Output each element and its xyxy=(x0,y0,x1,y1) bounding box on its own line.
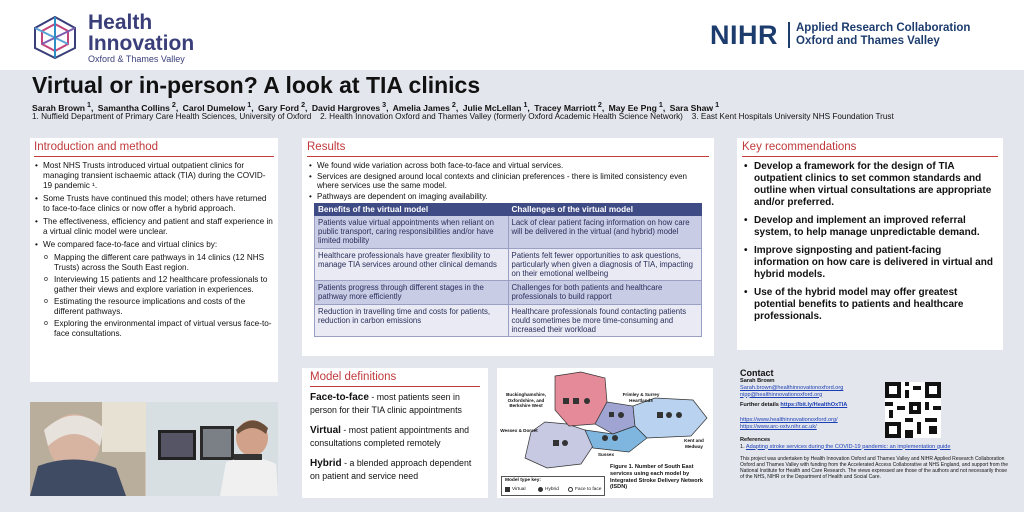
intro-list xyxy=(34,161,274,339)
further-details-link[interactable]: https://bit.ly/HealthOxTIA xyxy=(780,402,848,409)
table-cell: Patients progress through different stages in the pathway more efficiently xyxy=(315,281,509,304)
map-key xyxy=(501,476,605,496)
sub-list-item: o Interviewing 15 patients and 12 healthcare professionals to gather their views and explore variation in experiences. xyxy=(34,275,274,295)
model-heading: Model definitions xyxy=(310,371,397,383)
reference-item: 1. Adapting stroke services during the COVID-19 pandemic: an implementation guide xyxy=(740,443,951,450)
hi-logo-line1: Health xyxy=(88,11,153,34)
results-list xyxy=(307,161,709,201)
intro-divider xyxy=(34,156,274,157)
keyrec-list xyxy=(742,161,998,323)
contact-heading: Contact xyxy=(740,368,774,378)
hi-logo-line2: Innovation xyxy=(88,32,195,55)
list-item: • We found wide variation across both face-to-face and virtual services. xyxy=(307,161,709,171)
definition-face-to-face: Face-to-face - most patients seen in person for their TIA clinic appointments xyxy=(310,392,462,415)
keyrec-heading: Key recommendations xyxy=(742,141,857,153)
references-heading: References xyxy=(740,436,771,443)
affiliation: 1. Nuffield Department of Primary Care Health Sciences, University of Oxford xyxy=(32,112,312,121)
figure-caption: Figure 1. Number of South East services using each model by Integrated Stroke Delivery Network (ISDN) xyxy=(610,464,703,491)
nihr-word: NIHR xyxy=(710,20,778,50)
hi-logo-name xyxy=(88,12,194,54)
table-cell: Challenges for both patients and healthcare professionals to build rapport xyxy=(508,281,702,304)
region-map-figure xyxy=(497,368,713,498)
table-cell: Patients felt fewer opportunities to ask questions, particularly when given a diagnosis of TIA, impacting on their emotional wellbeing xyxy=(508,248,702,281)
definition-hybrid: Hybrid - a blended approach dependent on patient and service need xyxy=(310,458,472,481)
poster-title: Virtual or in-person? A look at TIA clinics xyxy=(32,72,481,98)
reference-link[interactable]: Adapting stroke services during the COVID-19 pandemic: an implementation guide xyxy=(745,443,951,450)
map-label-wd: Wessex & Dorset xyxy=(500,428,538,433)
intro-panel xyxy=(30,138,278,382)
author: David Hargroves $^3$, xyxy=(311,101,389,113)
affiliation: 3. East Kent Hospitals University NHS Foundation Trust xyxy=(691,112,894,121)
contact-email-link[interactable]: nipp@healthinnovationoxford.org xyxy=(740,391,823,398)
health-innovation-logo xyxy=(30,8,230,66)
map-key-hybrid: Hybrid xyxy=(545,487,559,492)
contact-name: Sarah Brown xyxy=(740,378,775,384)
disclaimer: This project was undertaken by Health Innovation Oxford and Thames Valley and NIHR Applied Research Collaboration Oxford and Thames Valley with funding from the Accelerated Access Collaborative at NHS England, and support from the National Institute for Health and Care Research. The views expressed are those of the authors and not necessarily those of the NHS, NIHR or the Department of Health and Social Care. xyxy=(740,456,1009,481)
author: Carol Dumelow $^1$, xyxy=(182,101,254,113)
nihr-sub-line2: Oxford and Thames Valley xyxy=(796,35,940,47)
results-heading: Results xyxy=(307,141,346,153)
author: Sarah Brown $^1$, xyxy=(32,101,94,113)
region-kent-medway xyxy=(633,398,707,438)
author: Sara Shaw $^1$ xyxy=(669,101,720,113)
list-item: • Most NHS Trusts introduced virtual outpatient clinics for managing transient ischaemic attack (TIA) during the COVID-19 pandemic ¹. xyxy=(34,161,274,191)
map-key-title: Model type key: xyxy=(505,478,541,483)
model-definitions-panel xyxy=(302,368,488,498)
author: Gary Ford $^2$, xyxy=(257,101,308,113)
table-cell: Healthcare professionals found contacting patients could sometimes be more time-consuming and increased their workload xyxy=(508,304,702,337)
website-link[interactable]: https://www.arc-oxtv.nihr.ac.uk/ xyxy=(740,423,817,430)
table-cell: Healthcare professionals have greater flexibility to manage TIA services around other clinical demands xyxy=(315,248,509,281)
key-recommendations-panel xyxy=(737,138,1003,350)
results-divider xyxy=(307,156,709,157)
benefits-challenges-table xyxy=(314,203,702,337)
map-label-km: Kent and Medway xyxy=(684,438,704,449)
south-east-map xyxy=(497,368,713,474)
map-key-f2f: Face to face xyxy=(575,487,602,492)
map-label-sussex: Sussex xyxy=(597,452,615,457)
table-cell: Patients value virtual appointments when reliant on public transport, caring responsibilities and/or have limited mobility xyxy=(315,216,509,249)
list-item: • The effectiveness, efficiency and patient and staff experience in a virtual clinic model were unclear. xyxy=(34,217,274,237)
model-divider xyxy=(310,386,480,387)
map-label-bob: Buckinghamshire, Oxfordshire, and Berkshire West xyxy=(506,392,546,408)
results-panel xyxy=(302,138,714,356)
face-to-face-key-icon xyxy=(568,487,573,492)
network-logo-icon xyxy=(30,14,80,60)
list-item: • Develop a framework for the design of TIA outpatient clinics to set common standards and outline when virtual consultations are appropriate and/or preferred. xyxy=(742,161,998,209)
author: Samantha Collins $^2$, xyxy=(97,101,179,113)
poster-header xyxy=(0,0,1024,70)
keyrec-divider xyxy=(742,156,998,157)
qr-code-icon[interactable] xyxy=(885,382,941,438)
list-item: • Develop and implement an improved referral system, to help manage unpredictable demand. xyxy=(742,215,998,239)
list-item: • Pathways are dependent on imaging availability. xyxy=(307,192,709,202)
table-header-challenges: Challenges of the virtual model xyxy=(508,204,702,216)
hi-logo-sub: Oxford & Thames Valley xyxy=(88,54,185,64)
map-key-virtual: Virtual xyxy=(512,487,526,492)
affiliation: 2. Health Innovation Oxford and Thames Valley (formerly Oxford Academic Health Science Network) xyxy=(320,112,683,121)
list-item: • Use of the hybrid model may offer greatest potential benefits to patients and healthcare professionals. xyxy=(742,287,998,323)
author: Amelia James $^2$, xyxy=(392,101,459,113)
affiliation-list xyxy=(32,112,896,121)
table-cell: Reduction in travelling time and costs for patients, reduction in carbon emissions xyxy=(315,304,509,337)
nihr-divider xyxy=(788,22,790,48)
author: Tracey Marriott $^2$, xyxy=(534,101,605,113)
further-details: Further details https://bit.ly/HealthOxTIA xyxy=(740,402,848,409)
sub-list-item: o Estimating the resource implications and costs of the different pathways. xyxy=(34,297,274,317)
list-item: • We compared face-to-face and virtual clinics by: xyxy=(34,240,274,250)
list-item: • Some Trusts have continued this model; others have returned to face-to-face clinics or now offer a hybrid approach. xyxy=(34,194,274,214)
nihr-logo xyxy=(710,20,980,52)
map-label-fsh: Frimley & Surrey Heartlands xyxy=(622,392,660,403)
list-item: • Services are designed around local contexts and clinician preferences - there is limited consistency even where services use the same model. xyxy=(307,172,709,191)
list-item: • Improve signposting and patient-facing information on how care is delivered in virtual and hybrid models. xyxy=(742,245,998,281)
contact-section xyxy=(740,368,1010,508)
table-header-benefits: Benefits of the virtual model xyxy=(315,204,509,216)
author: Julie McLellan $^1$, xyxy=(462,101,530,113)
table-row xyxy=(315,281,702,304)
table-row xyxy=(315,304,702,337)
nihr-sub-line1: Applied Research Collaboration xyxy=(796,22,971,34)
phone-consultation-image xyxy=(30,402,278,496)
hybrid-key-icon xyxy=(538,487,543,492)
intro-heading: Introduction and method xyxy=(34,141,159,153)
sub-list-item: o Mapping the different care pathways in 14 clinics (12 NHS Trusts) across the South East region. xyxy=(34,253,274,273)
virtual-key-icon xyxy=(505,487,510,492)
author: May Ee Png $^1$, xyxy=(608,101,666,113)
table-row xyxy=(315,248,702,281)
sub-list-item: o Exploring the environmental impact of virtual versus face-to-face consultations. xyxy=(34,319,274,339)
table-cell: Lack of clear patient facing information on how care will be delivered in the virtual (and hybrid) model xyxy=(508,216,702,249)
definition-virtual: Virtual - most patient appointments and consultations completed remotely xyxy=(310,425,470,448)
clinic-photo xyxy=(30,402,278,496)
table-row xyxy=(315,216,702,249)
nihr-sub xyxy=(796,22,970,48)
contact-email-link[interactable]: Sarah.brown@healthinnovationoxford.org xyxy=(740,384,844,391)
website-link[interactable]: https://www.healthinnovationoxford.org/ xyxy=(740,417,838,424)
